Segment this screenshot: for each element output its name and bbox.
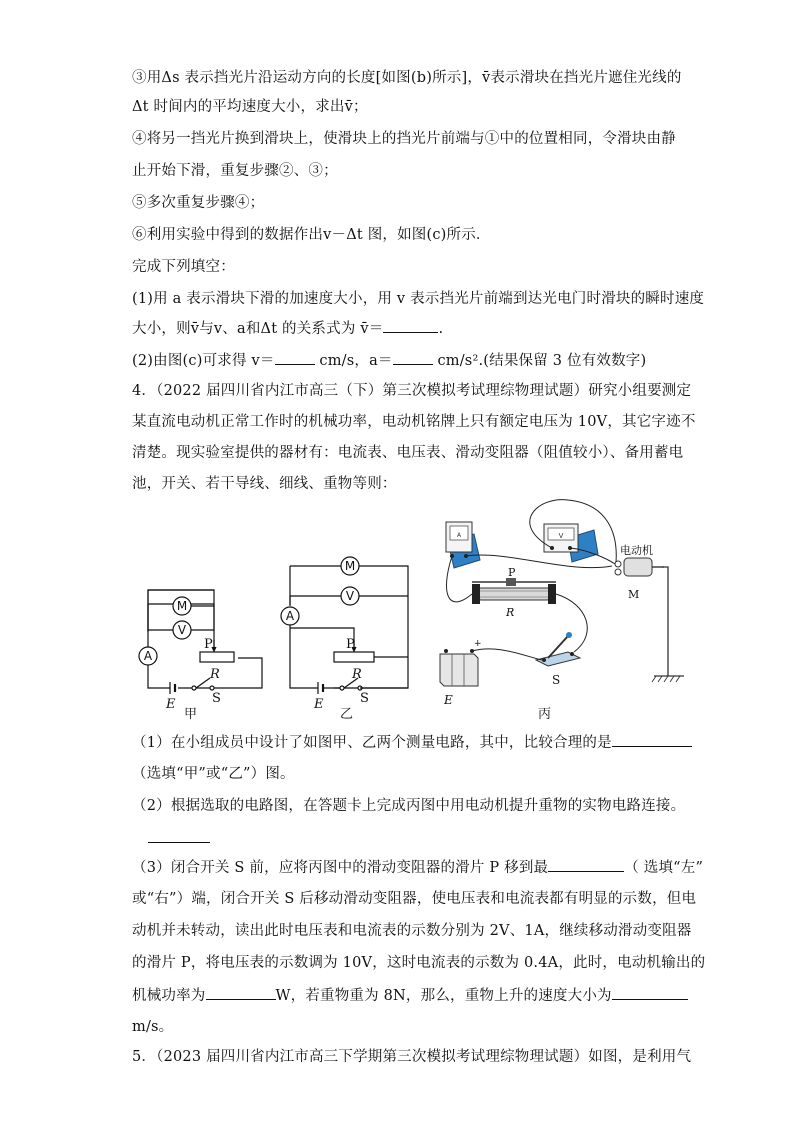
text-line	[132, 350, 646, 371]
text-line	[132, 985, 688, 1006]
text-line	[132, 857, 703, 878]
question-text: （3）闭合开关 S 前，应将丙图中的滑动变阻器的滑片 P 移到最	[132, 860, 549, 876]
slider-label: P	[508, 566, 516, 579]
battery-label: E	[444, 693, 453, 707]
answer-blank[interactable]	[612, 732, 692, 747]
slider-label: P	[204, 637, 213, 652]
caption-jia: 甲	[184, 707, 198, 722]
motor-tag: 电动机	[620, 544, 653, 557]
question-text: 机械功率为	[132, 988, 206, 1004]
text-line: 池，开关、若干导线、细线、重物等则：	[132, 476, 397, 492]
caption-bing: 丙	[538, 707, 552, 722]
question-text: (2)由图(c)可求得 v＝	[132, 353, 275, 369]
answer-blank[interactable]	[612, 985, 688, 1000]
text-line: 或“右”）端，闭合开关 S 后移动滑动变阻器，使电压表和电流表都有明显的示数，但电	[132, 891, 697, 907]
circuit-figure	[128, 494, 698, 722]
text-line	[132, 732, 692, 753]
text-line: （选填“甲”或“乙”）图。	[132, 766, 295, 782]
text-line: (1)用 a 表示滑块下滑的加速度大小，用 v 表示挡光片前端到达光电门时滑块的瞬时速度	[132, 291, 705, 307]
text-line: 完成下列填空：	[132, 259, 235, 275]
text-line: ⑥利用实验中得到的数据作出v－Δt 图，如图(c)所示．	[132, 227, 491, 243]
battery-device	[440, 639, 482, 707]
setup-bing	[440, 500, 684, 722]
answer-blank[interactable]	[275, 350, 315, 365]
motor-symbol: M	[344, 559, 356, 573]
text-line: 4．（2022 届四川省内江市高三（下）第三次模拟考试理综物理试题）研究小组要测定	[132, 383, 692, 399]
question-text: cm/s².(结果保留 3 位有效数字)	[432, 353, 647, 369]
stand	[652, 567, 684, 682]
svg-text:V: V	[558, 532, 564, 540]
answer-blank-line[interactable]	[148, 842, 210, 843]
voltmeter-symbol: V	[345, 589, 355, 603]
question-text: cm/s，a＝	[314, 353, 393, 369]
battery-label: E	[166, 697, 176, 712]
text-line: ③用Δs 表示挡光片沿运动方向的长度[如图(b)所示]，v̄表示滑块在挡光片遮住光线的	[132, 70, 682, 86]
yi-meters	[281, 557, 369, 722]
answer-blank[interactable]	[393, 350, 433, 365]
motor-letter: M	[628, 588, 640, 601]
caption-yi: 乙	[340, 707, 354, 722]
slider-label: P	[346, 637, 355, 652]
battery-label: E	[314, 697, 324, 712]
rheostat-label: R	[210, 667, 220, 682]
text-line: 清楚。现实验室提供的器材有：电流表、电压表、滑动变阻器（阻值较小）、备用蓄电	[132, 445, 684, 461]
svg-text:A: A	[456, 532, 462, 539]
answer-blank[interactable]	[383, 318, 438, 333]
question-text: 大小，则v̄与v、a和Δt 的关系式为 v̄＝	[132, 321, 384, 337]
ammeter-symbol: A	[285, 609, 295, 623]
question-text: .	[438, 321, 444, 337]
switch-label: S	[212, 691, 221, 706]
question-text: （1）在小组成员中设计了如图甲、乙两个测量电路，其中，比较合理的是	[132, 735, 612, 751]
rheostat-label: R	[506, 606, 515, 619]
ammeter-device	[446, 522, 480, 568]
text-line: 的滑片 P，将电压表的示数调为 10V，这时电流表的示数为 0.4A，此时，电动机输出的	[132, 955, 706, 971]
motor-device	[615, 543, 664, 601]
svg-text:+: +	[474, 639, 482, 649]
question-text: W，若重物重为 8N，那么，重物上升的速度大小为	[275, 988, 612, 1004]
switch-label: S	[360, 691, 369, 706]
circuit-yi	[290, 566, 408, 694]
switch-label: S	[552, 673, 561, 687]
ammeter-symbol: A	[143, 649, 153, 663]
text-line	[132, 318, 443, 339]
text-line: 动机并未转动，读出此时电压表和电流表的示数分别为 2V、1A，继续移动滑动变阻器	[132, 923, 692, 939]
text-line: （2）根据选取的电路图，在答题卡上完成丙图中用电动机提升重物的实物电路连接。	[132, 798, 686, 814]
question-text: （ 选填“左”	[624, 860, 704, 876]
answer-blank[interactable]	[206, 985, 276, 1000]
voltmeter-device	[544, 524, 598, 562]
text-line: 止开始下滑，重复步骤②、③；	[132, 163, 338, 179]
rheostat-label: R	[352, 667, 362, 682]
text-line: 5．（2023 届四川省内江市高三下学期第三次模拟考试理综物理试题）如图，是利用气	[132, 1049, 692, 1065]
voltmeter-symbol: V	[177, 623, 187, 637]
text-line: Δt 时间内的平均速度大小，求出v̄；	[132, 99, 368, 115]
text-line: ④将另一挡光片换到滑块上，使滑块上的挡光片前端与①中的位置相同，令滑块由静	[132, 131, 676, 147]
text-line: m/s。	[132, 1019, 174, 1035]
text-line: 某直流电动机正常工作时的机械功率，电动机铭牌上只有额定电压为 10V，其它字迹不	[132, 414, 696, 430]
rheostat-device	[472, 566, 556, 619]
text-line: ⑤多次重复步骤④；	[132, 195, 265, 211]
switch-device	[536, 632, 580, 687]
answer-blank[interactable]	[548, 857, 624, 872]
motor-symbol: M	[176, 599, 188, 613]
